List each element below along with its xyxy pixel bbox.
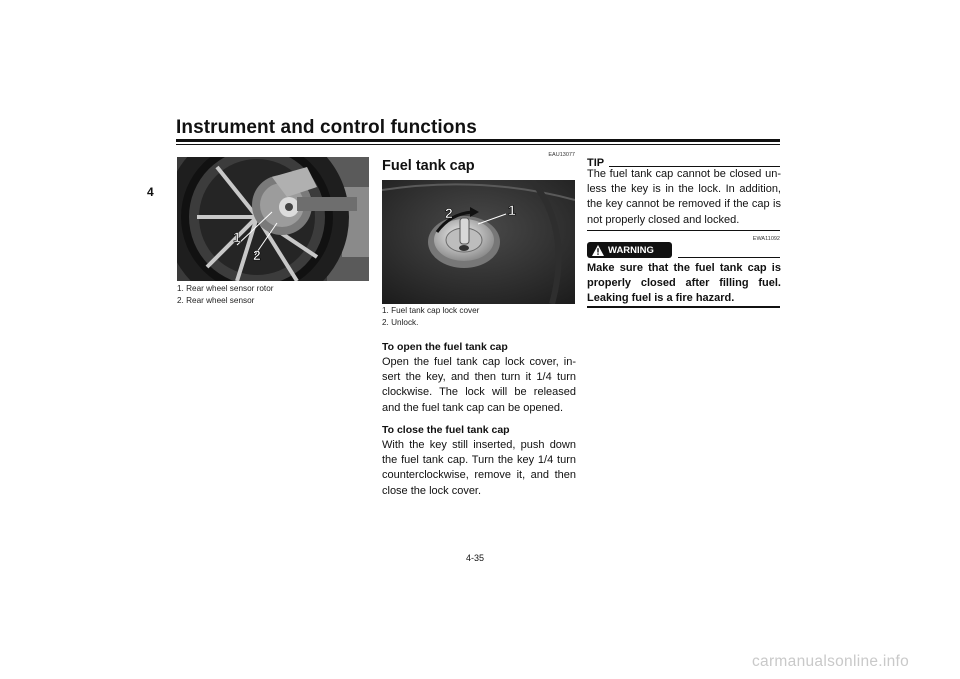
watermark: carmanualsonline.info [752, 653, 910, 670]
fuel-cap-photo [382, 180, 575, 304]
callout-1: 1 [508, 202, 516, 218]
figure-caption: 1. Fuel tank cap lock cover [382, 306, 480, 315]
warning-rule [678, 257, 780, 258]
warning-text: Make sure that the fuel tank cap is properly closed after filling fuel. Leaking fuel is a fire hazard. [587, 262, 781, 305]
warning-badge [587, 242, 672, 258]
page-number: 4-35 [466, 553, 485, 563]
warning-label: WARNING [608, 244, 654, 256]
reference-code: EAU13077 [548, 152, 575, 158]
figure-caption: 1. Rear wheel sensor rotor [177, 284, 274, 293]
warning-end-rule [587, 306, 780, 308]
tip-label: TIP [587, 157, 605, 169]
tip-end-rule [587, 230, 780, 231]
header-rule-thin [176, 144, 780, 145]
callout-2: 2 [445, 205, 453, 221]
chapter-tab: 4 [147, 185, 154, 199]
fuel-cap-illustration [382, 180, 575, 304]
rear-wheel-photo [177, 157, 369, 281]
rear-wheel-illustration [177, 157, 369, 281]
warning-code: EWA11092 [752, 236, 780, 242]
page-title: Instrument and control functions [176, 117, 477, 138]
figure-caption: 2. Unlock. [382, 318, 419, 327]
close-instructions: With the key still inserted, push down the fuel tank cap. Turn the key 1/4 turn counterclockwise, remove it, and then close the lock cover. [382, 439, 576, 497]
open-instructions: Open the fuel tank cap lock cover, in-sert the key, and then turn it 1/4 turn clockwise. The lock will be released and the fuel tank cap can be opened. [382, 356, 576, 414]
figure-caption: 2. Rear wheel sensor [177, 296, 255, 305]
callout-1: 1 [233, 229, 241, 245]
header-rule [176, 139, 780, 142]
callout-2: 2 [253, 247, 261, 263]
tip-text: The fuel tank cap cannot be closed un-less the key is in the lock. In addition, the key cannot be removed if the cap is not properly closed and locked. [587, 168, 781, 226]
section-title: Fuel tank cap [382, 158, 475, 174]
close-heading: To close the fuel tank cap [382, 424, 510, 436]
open-heading: To open the fuel tank cap [382, 341, 508, 353]
warning-triangle-icon [592, 245, 604, 256]
